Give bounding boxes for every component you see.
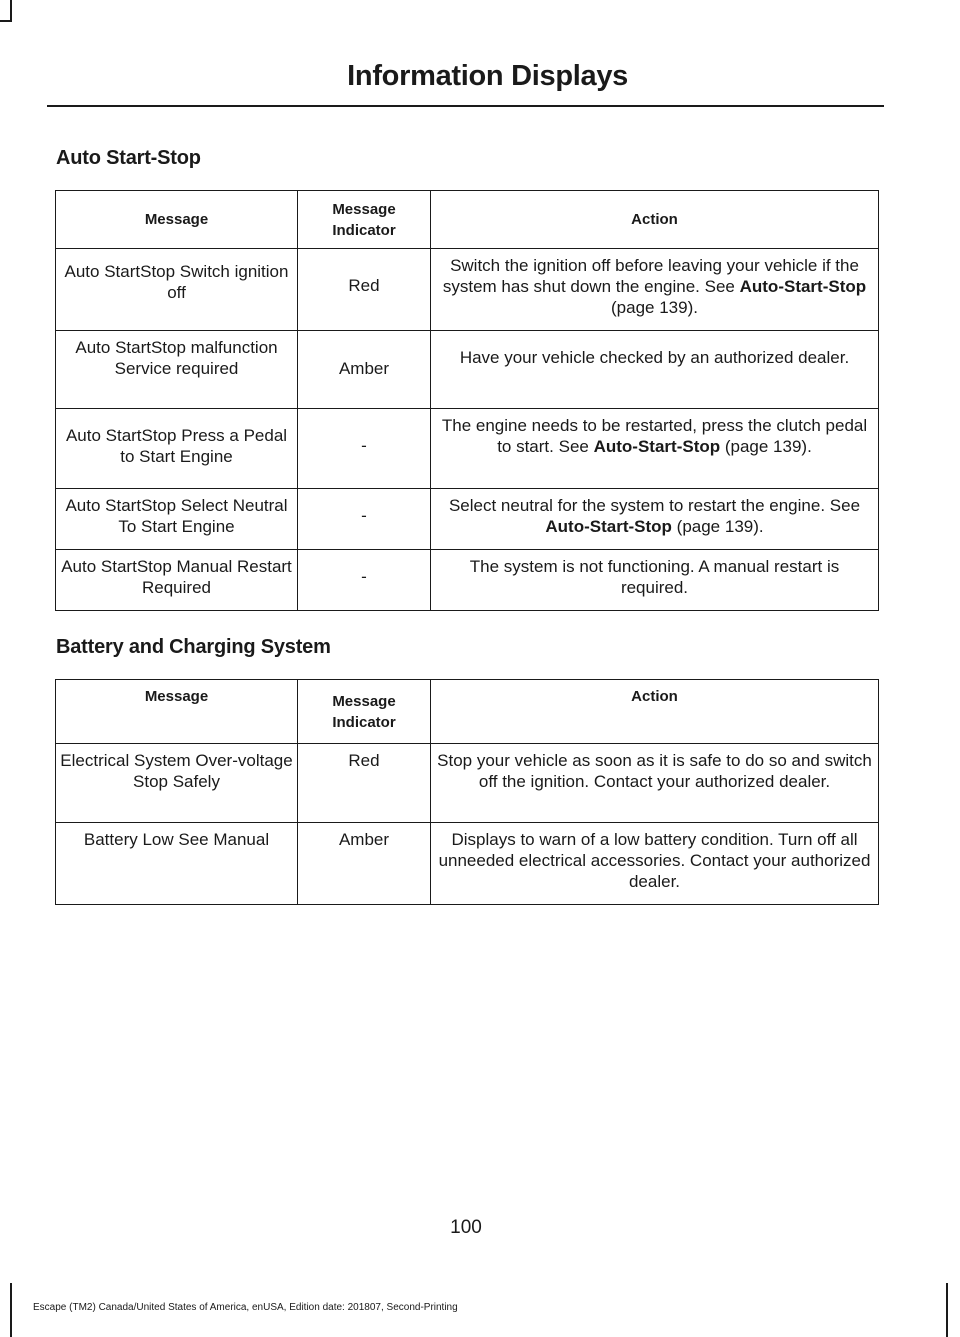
action-cell xyxy=(431,249,879,331)
action-text: Switch the ignition off before leaving your vehicle if the system has shut down the engine. xyxy=(442,256,859,296)
battery-charging-table xyxy=(55,679,879,905)
action-cell xyxy=(431,489,879,550)
column-header: Message xyxy=(56,191,298,249)
message-cell: Auto StartStop Switch ignition off xyxy=(56,249,298,331)
message-cell: Battery Low See Manual xyxy=(56,823,298,905)
see-text: See xyxy=(558,437,589,456)
action-cell xyxy=(431,409,879,489)
message-cell: Electrical System Over-voltage Stop Safely xyxy=(56,744,298,823)
cross-reference-link[interactable]: Auto-Start-Stop xyxy=(739,277,867,296)
cross-reference-link[interactable]: Auto-Start-Stop xyxy=(545,517,672,536)
table-row xyxy=(56,823,879,905)
indicator-cell: - xyxy=(298,550,431,611)
page-title: Information Displays xyxy=(347,60,628,92)
message-cell: Auto StartStop Press a Pedal to Start Engine xyxy=(56,409,298,489)
table-header-row xyxy=(56,680,879,744)
page-reference: (page 139). xyxy=(676,517,764,536)
auto-start-stop-table xyxy=(55,190,879,611)
crop-mark xyxy=(10,0,12,20)
indicator-cell: - xyxy=(298,409,431,489)
crop-mark xyxy=(946,1283,948,1337)
table-row xyxy=(56,744,879,823)
column-header: Message xyxy=(56,680,298,744)
action-cell: Stop your vehicle as soon as it is safe to do so and switch off the ignition. Contact your authorized dealer. xyxy=(431,744,879,823)
see-text: See xyxy=(704,277,735,296)
header-divider xyxy=(47,105,884,107)
table-row xyxy=(56,489,879,550)
message-cell: Auto StartStop malfunction Service required xyxy=(56,331,298,409)
see-text: See xyxy=(829,496,861,515)
action-text: The engine needs to be restarted, press the clutch pedal to start. xyxy=(441,416,868,456)
action-cell: The system is not functioning. A manual restart is required. xyxy=(431,550,879,611)
table-row xyxy=(56,550,879,611)
action-cell: Displays to warn of a low battery condition. Turn off all unneeded electrical accessories. Contact your authorized dealer. xyxy=(431,823,879,905)
edition-footer: Escape (TM2) Canada/United States of America, enUSA, Edition date: 201807, Second-Printing xyxy=(33,1302,458,1313)
crop-mark xyxy=(10,1283,12,1337)
column-header: Message Indicator xyxy=(298,680,431,744)
table-row xyxy=(56,409,879,489)
section-title-auto-start-stop: Auto Start-Stop xyxy=(56,147,201,169)
indicator-cell: - xyxy=(298,489,431,550)
indicator-cell: Red xyxy=(298,249,431,331)
column-header: Action xyxy=(431,680,879,744)
indicator-cell: Amber xyxy=(298,823,431,905)
crop-mark xyxy=(0,20,12,22)
cross-reference-link[interactable]: Auto-Start-Stop xyxy=(593,437,721,456)
indicator-cell: Amber xyxy=(298,331,431,409)
column-header: Message Indicator xyxy=(298,191,431,249)
section-title-battery-charging: Battery and Charging System xyxy=(56,636,331,658)
table-header-row xyxy=(56,191,879,249)
page-number: 100 xyxy=(450,1217,482,1238)
indicator-cell: Red xyxy=(298,744,431,823)
table-row xyxy=(56,249,879,331)
page-reference: (page 139). xyxy=(611,298,698,317)
message-cell: Auto StartStop Manual Restart Required xyxy=(56,550,298,611)
table-row xyxy=(56,331,879,409)
action-text: Select neutral for the system to restart the engine. xyxy=(448,496,826,515)
column-header: Action xyxy=(431,191,879,249)
message-cell: Auto StartStop Select Neutral To Start Engine xyxy=(56,489,298,550)
action-cell: Have your vehicle checked by an authorized dealer. xyxy=(431,331,879,409)
page-reference: (page 139). xyxy=(724,437,812,456)
